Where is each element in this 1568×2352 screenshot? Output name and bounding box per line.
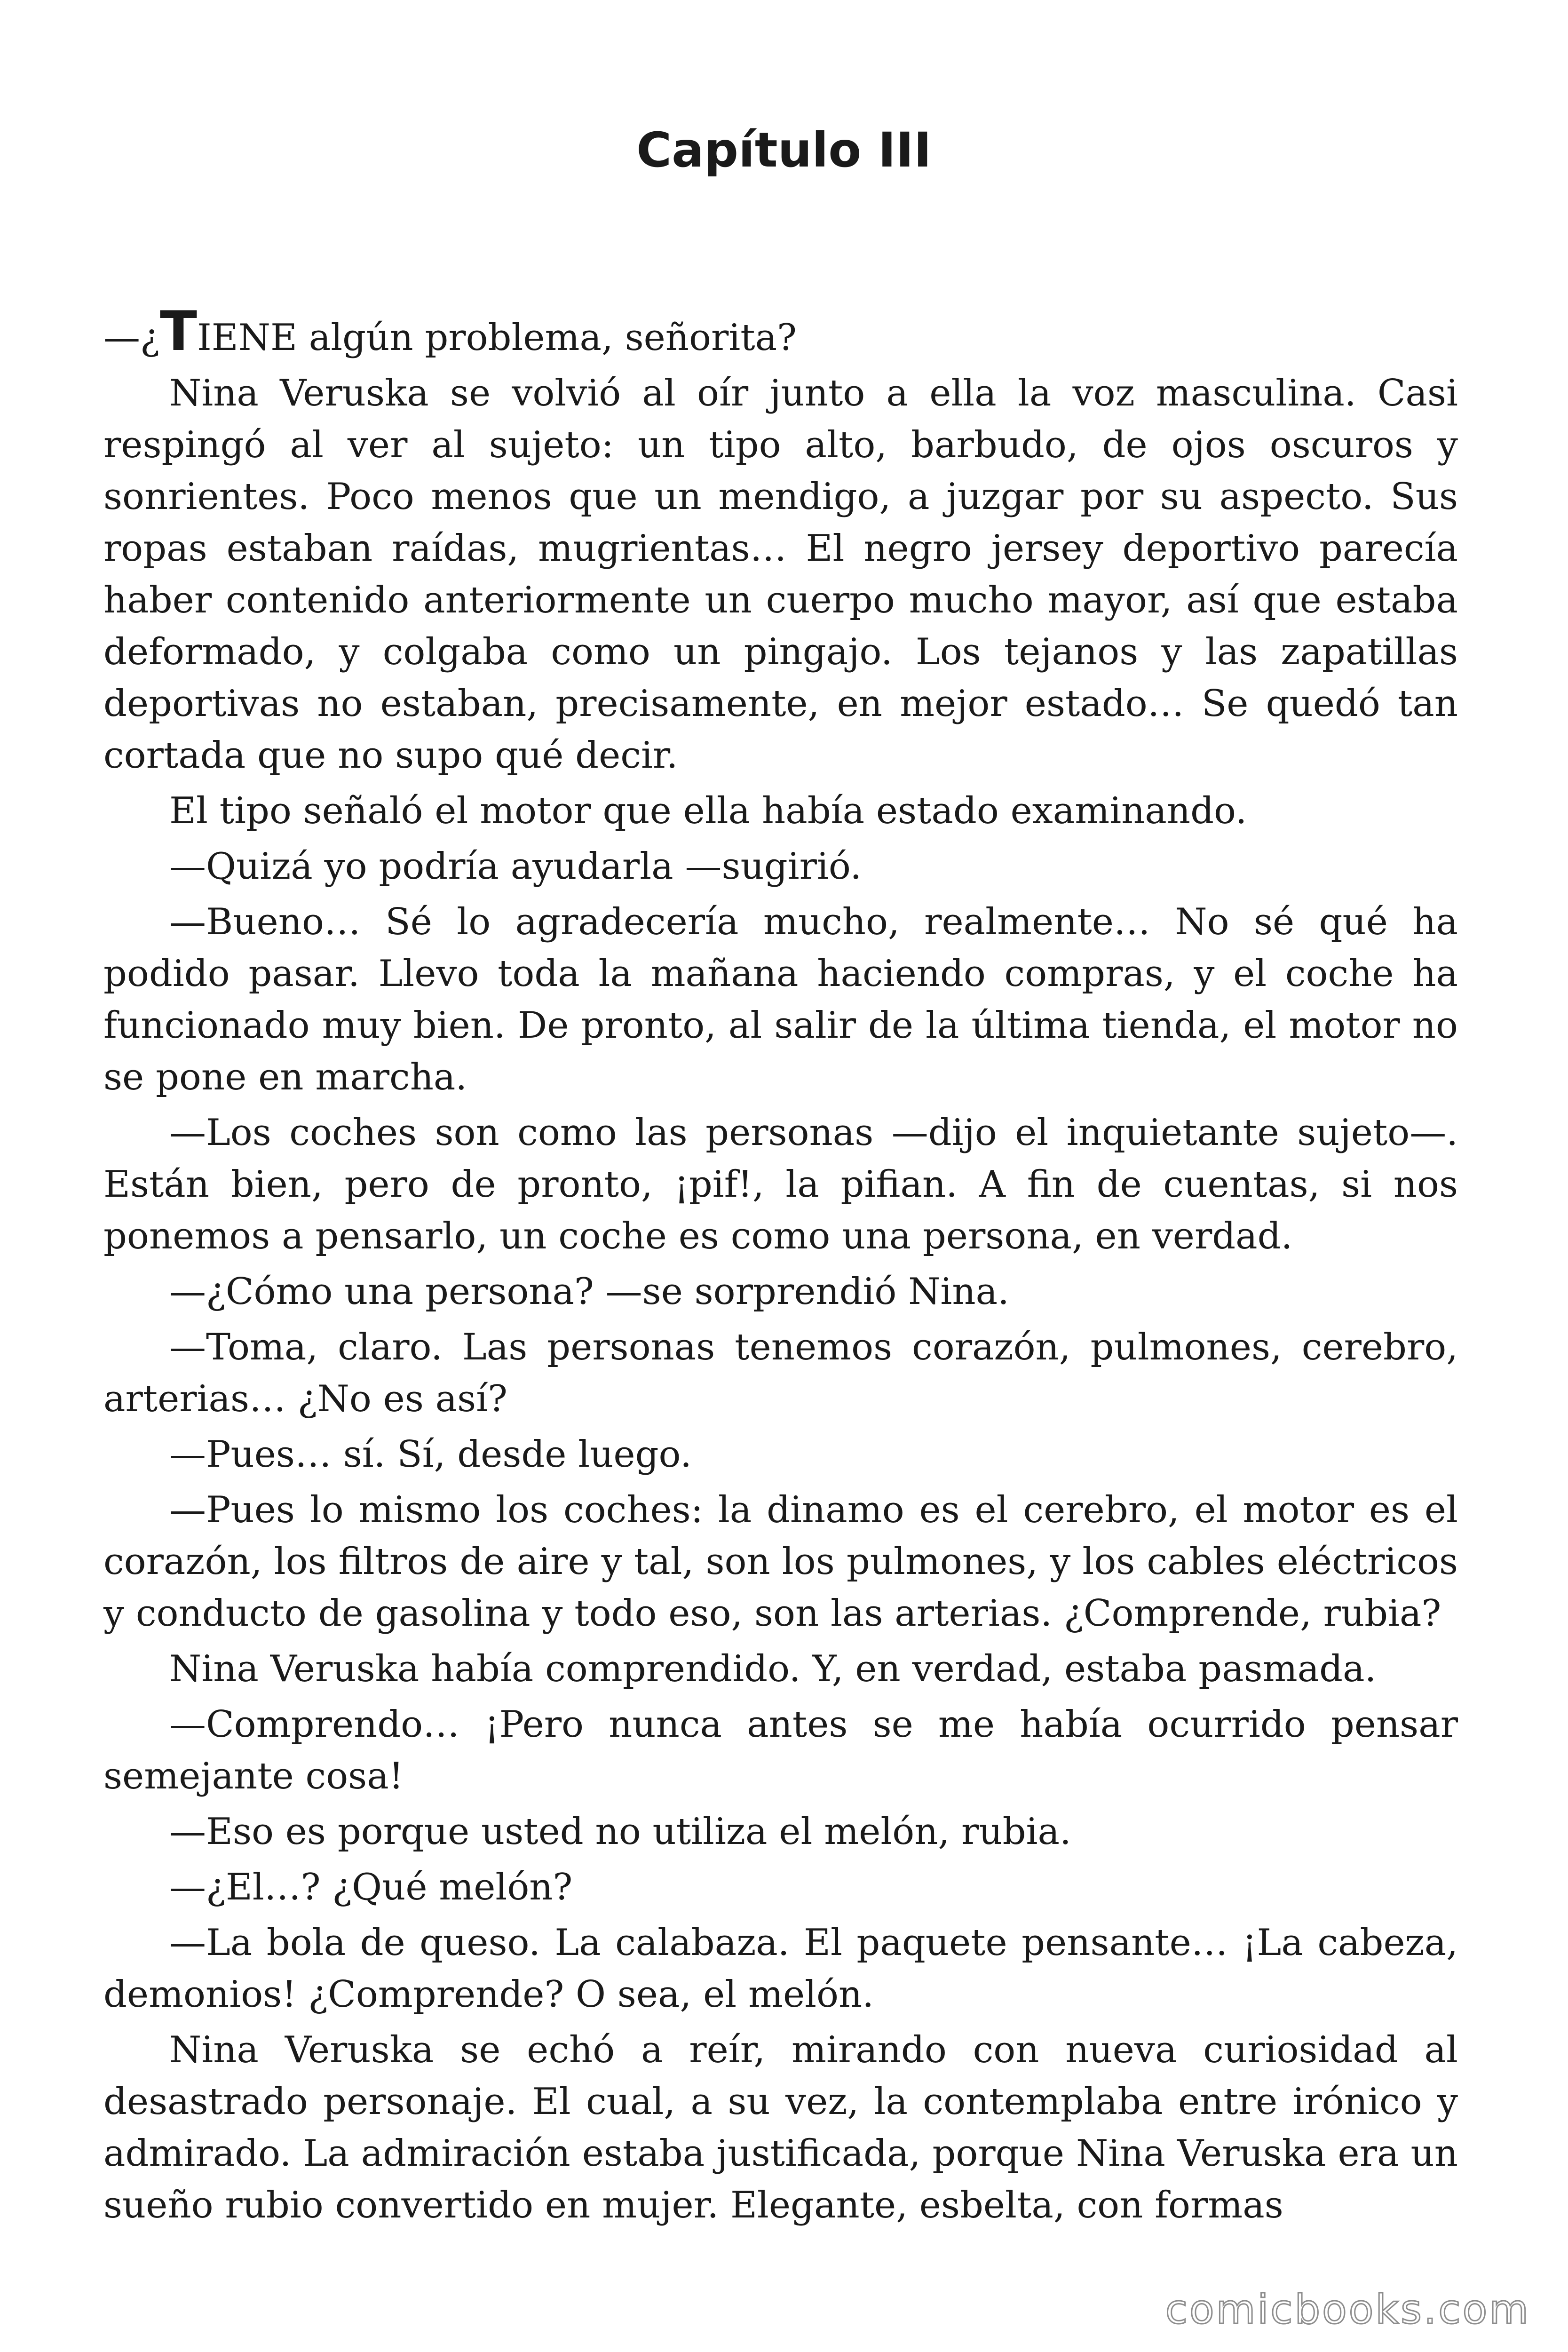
paragraph: —La bola de queso. La calabaza. El paquete pensante… ¡La cabeza, demonios! ¿Comprende? O sea, el melón. [103,1922,1458,2016]
chapter-title: Capítulo III [636,122,932,178]
paragraph: Nina Veruska se volvió al oír junto a ella la voz masculina. Casi respingó al ver al sujeto: un tipo alto, barbudo, de ojos oscuros y sonrientes. Poco menos que un mendigo, a juzgar por su aspecto. Sus ropas estaban raídas, mugrientas… El negro jersey deportivo parecía haber contenido anteriormente un cuerpo mucho mayor, así que estaba deformado, y colgaba como un pingajo. Los tejanos y las zapatillas deportivas no estaban, precisamente, en mejor estado… Se quedó tan cortada que no supo qué decir. [103,372,1458,777]
paragraph: —Pues lo mismo los coches: la dinamo es el cerebro, el motor es el corazón, los filtros de aire y tal, son los pulmones, y los cables eléctricos y conducto de gasolina y todo eso, son las arterias. ¿Comprende, rubia? [103,1489,1458,1635]
chapter-body [103,300,1458,2235]
paragraph: —Pues… sí. Sí, desde luego. [169,1433,692,1476]
paragraph: —¿El…? ¿Qué melón? [169,1866,573,1908]
paragraph: El tipo señaló el motor que ella había estado examinando. [169,790,1247,832]
opening-rest: IENE algún problema, señorita? [197,317,797,359]
paragraph: Nina Veruska se echó a reír, mirando con nueva curiosidad al desastrado personaje. El cual, a su vez, la contemplaba entre irónico y admirado. La admiración estaba justificada, porque Nina Veruska era un sueño rubio convertido en mujer. Elegante, esbelta, con formas [103,2029,1458,2226]
paragraph: —Bueno… Sé lo agradecería mucho, realmente… No sé qué ha podido pasar. Llevo toda la mañana haciendo compras, y el coche ha funcionado muy bien. De pronto, al salir de la última tienda, el motor no se pone en marcha. [103,901,1458,1098]
paragraph-opening [103,300,1458,364]
drop-cap: T [159,300,197,363]
paragraph: —Los coches son como las personas —dijo el inquietante sujeto—. Están bien, pero de pronto, ¡pif!, la pifian. A fin de cuentas, si nos ponemos a pensarlo, un coche es como una persona, en verdad. [103,1112,1458,1257]
paragraph: —Quizá yo podría ayudarla —sugirió. [169,845,862,888]
paragraph: —Comprendo… ¡Pero nunca antes se me había ocurrido pensar semejante cosa! [103,1703,1458,1797]
opening-dash: —¿ [103,317,160,359]
paragraph: —¿Cómo una persona? —se sorprendió Nina. [169,1271,1009,1313]
paragraph: —Eso es porque usted no utiliza el melón, rubia. [169,1811,1071,1853]
watermark: comicbooks.com [1165,2286,1530,2333]
paragraph: —Toma, claro. Las personas tenemos corazón, pulmones, cerebro, arterias… ¿No es así? [103,1326,1458,1420]
paragraph: Nina Veruska había comprendido. Y, en verdad, estaba pasmada. [169,1648,1377,1690]
